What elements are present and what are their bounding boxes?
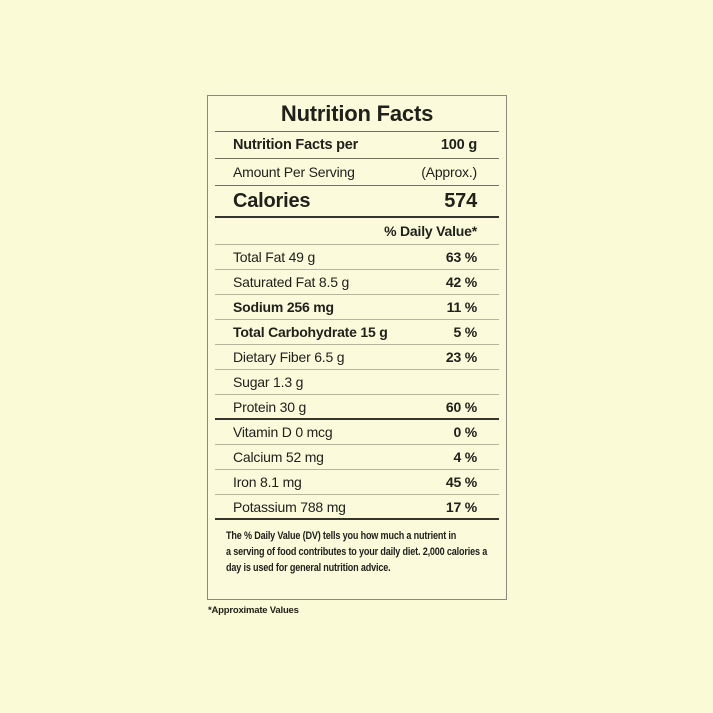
serving-size-value: 100 g xyxy=(440,137,477,153)
nutrient-label: Protein 30 g xyxy=(233,398,307,415)
footnote-line: a serving of food contributes to your daily diet. 2,000 calories a xyxy=(226,546,488,558)
amount-per-serving-label: Amount Per Serving xyxy=(233,164,355,180)
calories-value: 574 xyxy=(444,189,477,212)
nutrient-label: Total Fat 49 g xyxy=(233,249,316,265)
nutrition-facts-panel xyxy=(207,95,507,600)
approximate-values-note: *Approximate Values xyxy=(208,605,299,616)
nutrient-row xyxy=(215,345,499,370)
nutrient-row xyxy=(215,320,499,345)
nutrient-label: Iron 8.1 mg xyxy=(233,474,302,490)
nutrient-row xyxy=(215,420,499,445)
nutrient-row xyxy=(215,295,499,320)
nutrient-value: 11 % xyxy=(446,299,477,315)
nutrient-row xyxy=(215,370,499,395)
serving-size-label: Nutrition Facts per xyxy=(233,137,359,153)
nutrient-value: 42 % xyxy=(445,274,477,290)
footnote-line: The % Daily Value (DV) tells you how much a nutrient in xyxy=(226,530,457,542)
nutrient-row xyxy=(215,270,499,295)
nutrient-label: Potassium 788 mg xyxy=(233,498,346,515)
nutrient-label: Dietary Fiber 6.5 g xyxy=(233,349,345,365)
nutrient-label: Sodium 256 mg xyxy=(233,299,334,315)
daily-value-header-row xyxy=(215,218,499,245)
nutrient-label: Saturated Fat 8.5 g xyxy=(233,274,350,290)
footnote-line: day is used for general nutrition advice. xyxy=(226,562,391,574)
amount-per-serving-value: (Approx.) xyxy=(421,164,477,180)
nutrient-row xyxy=(215,395,499,420)
nutrient-row xyxy=(215,245,499,270)
nutrient-row xyxy=(215,495,499,520)
nutrient-label: Vitamin D 0 mcg xyxy=(233,424,333,440)
calories-label: Calories xyxy=(233,189,311,212)
label-title: Nutrition Facts xyxy=(215,96,499,132)
daily-value-header: % Daily Value* xyxy=(384,223,477,239)
nutrient-value: 4 % xyxy=(453,449,477,465)
serving-size-row xyxy=(215,132,499,159)
nutrient-value: 63 % xyxy=(445,249,477,265)
nutrient-value: 60 % xyxy=(445,398,477,415)
nutrient-value: 17 % xyxy=(445,498,477,515)
calories-row xyxy=(215,186,499,218)
nutrient-label: Total Carbohydrate 15 g xyxy=(233,324,388,340)
nutrient-label: Sugar 1.3 g xyxy=(233,374,304,390)
nutrient-value: 5 % xyxy=(453,324,477,340)
nutrient-value: 23 % xyxy=(445,349,477,365)
nutrient-row xyxy=(215,470,499,495)
amount-per-serving-row xyxy=(215,159,499,186)
footnote xyxy=(215,520,499,576)
nutrient-value: 0 % xyxy=(453,424,477,440)
nutrient-value: 45 % xyxy=(445,474,477,490)
nutrient-row xyxy=(215,445,499,470)
nutrient-rows xyxy=(215,245,499,520)
nutrient-label: Calcium 52 mg xyxy=(233,449,324,465)
